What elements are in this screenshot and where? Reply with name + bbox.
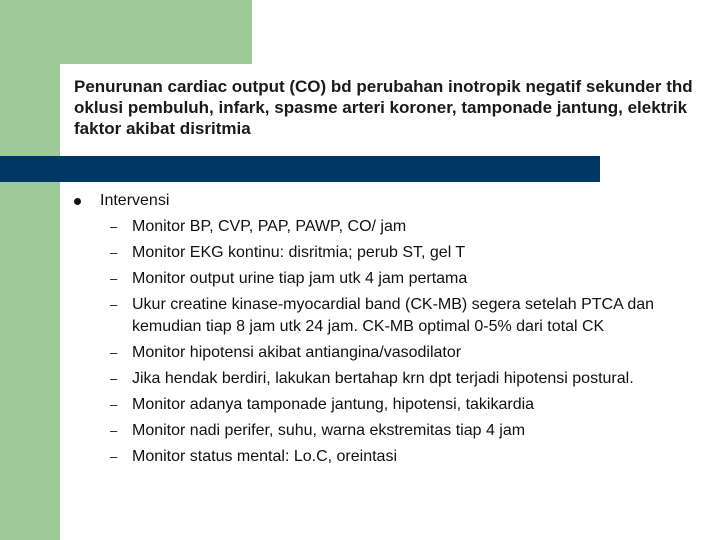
list-item: – Monitor nadi perifer, suhu, warna ekstremitas tiap 4 jam [74, 420, 694, 442]
title-underline-bar [0, 156, 600, 182]
bullet-intervensi [74, 190, 694, 212]
list-item: – Jika hendak berdiri, lakukan bertahap krn dpt terjadi hipotensi postural. [74, 368, 694, 390]
dash-icon: – [110, 423, 118, 438]
list-item: – Ukur creatine kinase-myocardial band (CK-MB) segera setelah PTCA dan kemudian tiap 8 jam utk 24 jam. CK-MB optimal 0-5% dari total CK [110, 296, 655, 335]
list-item: – Monitor EKG kontinu: disritmia; perub ST, gel T [74, 242, 694, 264]
slide-body [74, 190, 694, 472]
left-green-band [0, 0, 60, 540]
dash-icon: – [110, 371, 118, 386]
dash-icon: – [110, 219, 118, 234]
list-item: – Monitor status mental: Lo.C, oreintasi [74, 446, 694, 468]
list-item: – Monitor output urine tiap jam utk 4 jam pertama [74, 268, 694, 290]
dash-icon: – [110, 449, 118, 464]
bullet-dot-icon [74, 198, 81, 205]
top-green-block [0, 0, 252, 64]
list-item: – Monitor BP, CVP, PAP, PAWP, CO/ jam [74, 216, 694, 238]
title-bar-rounded-end [42, 156, 68, 182]
dash-icon: – [110, 345, 118, 360]
dash-icon: – [110, 397, 118, 412]
list-item: – Monitor hipotensi akibat antiangina/vasodilator [74, 342, 694, 364]
sub-bullet-list [74, 216, 694, 468]
slide-title: Penurunan cardiac output (CO) bd perubahan inotropik negatif sekunder thd oklusi pembuluh, infark, spasme arteri koroner, tamponade jantung, elektrik faktor akibat disritmia [74, 77, 693, 138]
bullet-label: Intervensi [100, 192, 170, 209]
dash-icon: – [110, 297, 118, 312]
dash-icon: – [110, 271, 118, 286]
dash-icon: – [110, 245, 118, 260]
list-item: – Monitor adanya tamponade jantung, hipotensi, takikardia [74, 394, 694, 416]
